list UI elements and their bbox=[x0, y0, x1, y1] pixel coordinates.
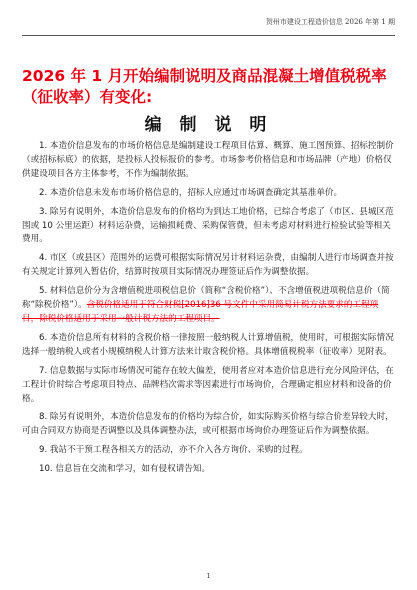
paragraph-10: 10. 信息旨在交流和学习，如有侵权请告知。 bbox=[39, 464, 211, 475]
header-rule bbox=[22, 35, 395, 36]
document-body bbox=[22, 140, 395, 482]
page-title: 2026 年 1 月开始编制说明及商品混凝土增值税税率（征收率）有变化: bbox=[22, 67, 387, 106]
paragraph-9: 9. 我站不干预工程各相关方的活动，亦不介入各方询价、采购的过程。 bbox=[39, 445, 308, 456]
paragraph-1: 1. 本造价信息发布的市场价格信息是编制建设工程项目估算、概算、施工图预算、招标控制价（或招标标底）的依据，是投标人投标报价的参考。市场参考价格信息和市场品牌（产地）价格仅供建设项目各方主体参考，不作为编制依据。 bbox=[22, 141, 394, 179]
section-heading: 编 制 说 明 bbox=[144, 115, 273, 135]
paragraph-4: 4. 市区（或县区）范围外的运费可根据实际情况另计材料运杂费，由编制人进行市场调查并按有关规定计算列入暂估价，结算时按项目实际情况办理签证后作为调整依据。 bbox=[22, 253, 394, 278]
paragraph-5 bbox=[22, 285, 395, 327]
paragraph-5-text: 5. 材料信息价分为含增值税进项税信息价（简称“含税价格”）、不含增值税进项税信息价（简称“除税价格”）。 bbox=[22, 286, 390, 311]
paragraph-8: 8. 除另有说明外，本造价信息发布的价格均为综合价，如实际购买价格与综合价差异较大时，可由合同双方协商是否调整以及具体调整办法，或可根据市场询价办理签证后作为调整依据。 bbox=[22, 412, 394, 437]
running-header: 贺州市建设工程造价信息 2026 年第 1 期 bbox=[265, 18, 395, 26]
paragraph-6: 6. 本造价信息所有材料的含税价格一律按照一般纳税人计算增值税，使用时，可根据实际情况选择一般纳税人或者小规模纳税人计算方法来计取含税价格。具体增值税税率（征收率）见附表。 bbox=[22, 332, 394, 357]
page-number: 1 bbox=[206, 572, 211, 580]
paragraph-3: 3. 除另有说明外，本造价信息发布的价格均为到达工地价格，已综合考虑了（市区、县城区范围或 10 公里运距）材料运杂费，运输损耗费、采购保管费，但未考虑对材料进行检验试验等相关费用。 bbox=[22, 206, 394, 245]
paragraph-2: 2. 本造价信息未发布市场价格信息的，招标人应通过市场调查确定其基准单价。 bbox=[39, 187, 343, 198]
struck-text: 含税价格适用于符合财税[2016]36 号文件中采用简易计税方法要求的工程项目，除税价格适用于采用一般计税方法的工程项目。 bbox=[22, 300, 379, 324]
paragraph-7: 7. 信息数据与实际市场情况可能存在较大偏差，使用者应对本造价信息进行充分风险评估，在工程计价时综合考虑项目特点、品牌档次需求等因素进行市场询价，合理确定相应材料和设备的价格。 bbox=[22, 365, 394, 404]
